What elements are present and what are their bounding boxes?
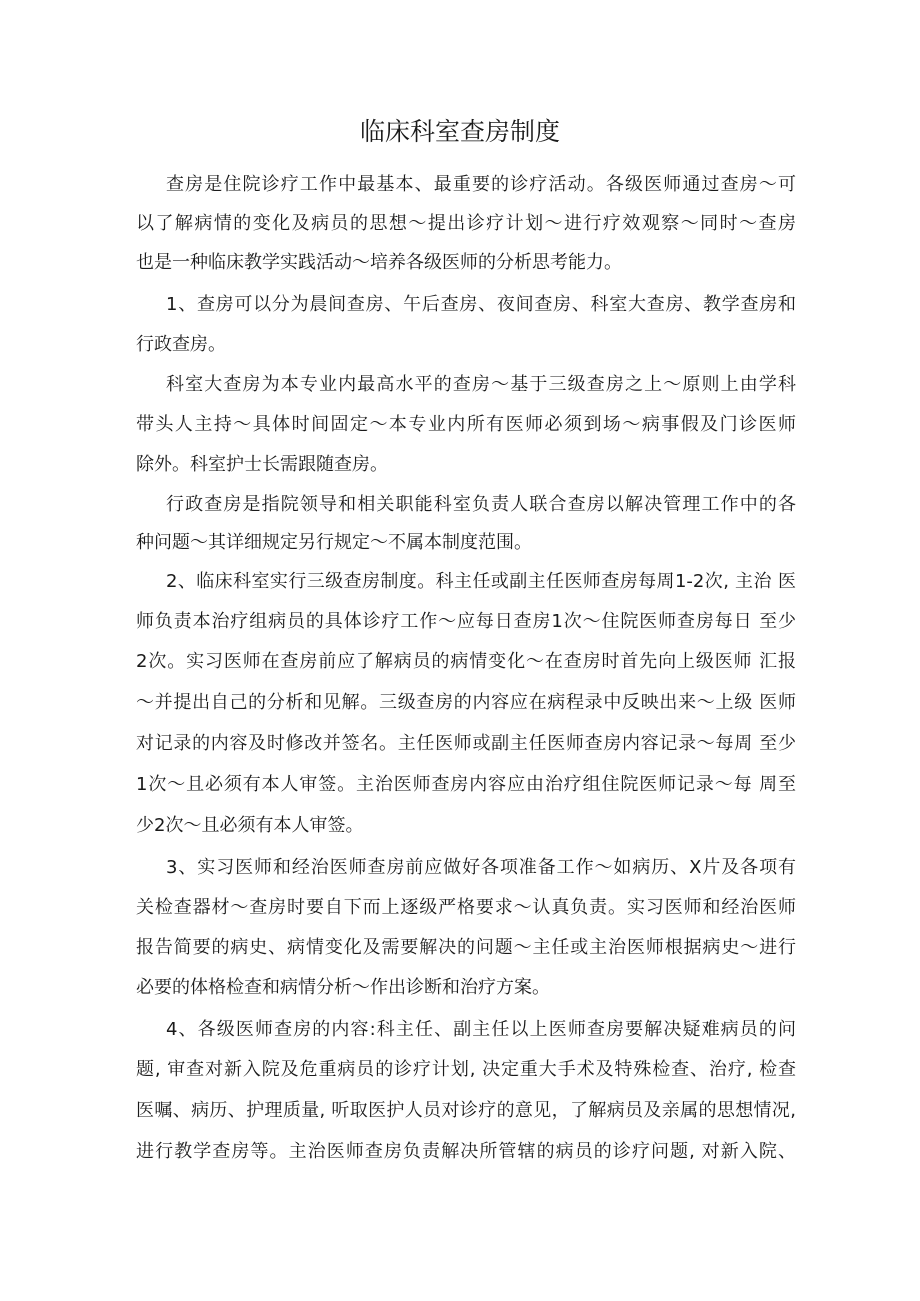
paragraph-line: 报告简要的病史、病情变化及需要解决的问题～主任或主治医师根据病史～进行 <box>136 937 796 958</box>
paragraph-line: 4、各级医师查房的内容:科主任、副主任以上医师查房要解决疑难病员的问 <box>166 1019 796 1040</box>
paragraph-line: 1次～且必须有本人审签。主治医师查房内容应由治疗组住院医师记录～每 周至 <box>136 774 796 795</box>
paragraph-line: 对记录的内容及时修改并签名。主任医师或副主任医师查房内容记录～每周 至少 <box>136 733 796 754</box>
paragraph-line: 2、临床科室实行三级查房制度。科主任或副主任医师查房每周1-2次, 主治 医 <box>166 571 796 592</box>
paragraph-line: 除外。科室护士长需跟随查房。 <box>136 454 388 475</box>
paragraph-line: 2次。实习医师在查房前应了解病员的病情变化～在查房时首先向上级医师 汇报 <box>136 651 796 672</box>
paragraph-line: 必要的体格检查和病情分析～作出诊断和治疗方案。 <box>136 977 550 998</box>
paragraph-line: 题, 审查对新入院及危重病员的诊疗计划, 决定重大手术及特殊检查、治疗, 检查 <box>136 1059 796 1080</box>
paragraph-line: 带头人主持～具体时间固定～本专业内所有医师必须到场～病事假及门诊医师 <box>136 414 796 435</box>
paragraph-line: 行政查房。 <box>136 334 226 355</box>
paragraph-line: 种问题～其详细规定另行规定～不属本制度范围。 <box>136 532 532 553</box>
paragraph-line: 科室大查房为本专业内最高水平的查房～基于三级查房之上～原则上由学科 <box>166 374 796 395</box>
paragraph-line: 查房是住院诊疗工作中最基本、最重要的诊疗活动。各级医师通过查房～可 <box>166 174 796 195</box>
paragraph-line: 医嘱、病历、护理质量, 听取医护人员对诊疗的意见，了解病员及亲属的思想情况, <box>136 1100 796 1121</box>
paragraph-line: 行政查房是指院领导和相关职能科室负责人联合查房以解决管理工作中的各 <box>166 494 796 515</box>
paragraph-line: 1、查房可以分为晨间查房、午后查房、夜间查房、科室大查房、教学查房和 <box>166 294 796 315</box>
paragraph-line: 以了解病情的变化及病员的思想～提出诊疗计划～进行疗效观察～同时～查房 <box>136 213 796 234</box>
paragraph-line: 进行教学查房等。主治医师查房负责解决所管辖的病员的诊疗问题, 对新入院、 <box>136 1141 796 1162</box>
paragraph-line: 也是一种临床教学实践活动～培养各级医师的分析思考能力。 <box>136 252 622 273</box>
document-title: 临床科室查房制度 <box>359 117 560 146</box>
paragraph-line: ～并提出自己的分析和见解。三级查房的内容应在病程录中反映出来～上级 医师 <box>136 692 796 713</box>
paragraph-line: 3、实习医师和经治医师查房前应做好各项准备工作～如病历、X片及各项有 <box>166 857 796 878</box>
paragraph-line: 关检查器材～查房时要自下而上逐级严格要求～认真负责。实习医师和经治医师 <box>136 897 796 918</box>
paragraph-line: 师负责本治疗组病员的具体诊疗工作～应每日查房1次～住院医师查房每日 至少 <box>136 611 796 632</box>
paragraph-line: 少2次～且必须有本人审签。 <box>136 815 364 836</box>
